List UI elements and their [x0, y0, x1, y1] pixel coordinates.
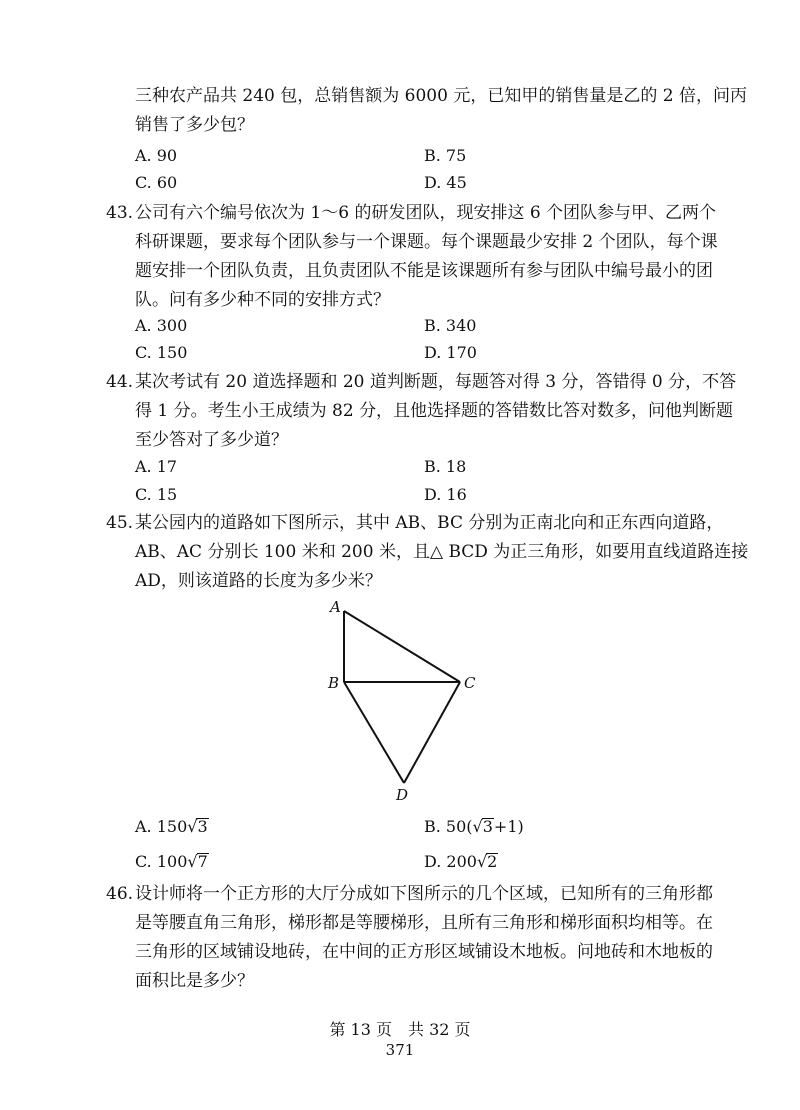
q45-option-a	[135, 817, 209, 837]
q46-line-3: 三角形的区域铺设地砖，在中间的正方形区域铺设木地板。问地砖和木地板的	[135, 942, 713, 962]
q44-line-1: 某次考试有 20 道选择题和 20 道判断题，每题答对得 3 分，答错得 0 分，不答	[135, 372, 737, 392]
q43-option-a: A. 300	[135, 316, 188, 335]
q43-number: 43.	[106, 203, 134, 223]
q45-option-d-prefix: D. 200	[424, 852, 477, 871]
q45-option-d-radicand: 2	[487, 852, 498, 871]
q46-number: 46.	[106, 884, 134, 904]
q43-line-1: 公司有六个编号依次为 1～6 的研发团队，现安排这 6 个团队参与甲、乙两个	[135, 203, 717, 223]
label-c: C	[464, 674, 476, 692]
q45-option-b-prefix: B. 50(	[424, 817, 473, 836]
q45-line-2: AB、AC 分别长 100 米和 200 米，且△ BCD 为正三角形，如要用直线道路连接	[135, 542, 749, 562]
label-b: B	[328, 674, 340, 692]
q43-line-4: 队。问有多少种不同的安排方式？	[135, 290, 390, 310]
q46-line-4: 面积比是多少？	[135, 971, 254, 991]
q43-line-2: 科研课题，要求每个团队参与一个课题。每个课题最少安排 2 个团队，每个课	[135, 232, 718, 252]
road-diagram	[320, 595, 490, 805]
segment-bd	[344, 682, 404, 783]
q45-option-a-prefix: A. 150	[135, 817, 188, 836]
q45-option-c-radicand: 7	[197, 852, 208, 871]
sqrt-sign: √	[476, 852, 488, 871]
q44-line-3: 至少答对了多少道？	[135, 430, 288, 450]
q45-number: 45.	[106, 513, 134, 533]
q44-option-b: B. 18	[424, 457, 467, 476]
q42-option-c: C. 60	[135, 173, 178, 192]
sqrt-sign: √	[187, 817, 198, 836]
q42-line-1: 三种农产品共 240 包，总销售额为 6000 元，已知甲的销售量是乙的 2 倍，问丙	[135, 86, 747, 106]
q42-option-a: A. 90	[135, 146, 178, 165]
q42-line-2: 销售了多少包？	[135, 115, 254, 135]
q46-line-2: 是等腰直角三角形，梯形都是等腰梯形，且所有三角形和梯形面积均相等。在	[135, 913, 713, 933]
q45-option-d	[424, 852, 498, 872]
q42-option-b: B. 75	[424, 146, 467, 165]
page-number: 371	[385, 1041, 415, 1059]
q45-option-c-prefix: C. 100	[135, 852, 188, 871]
sqrt-sign: √	[187, 852, 198, 871]
q44-line-2: 得 1 分。考生小王成绩为 82 分，且他选择题的答错数比答对数多，问他判断题	[135, 401, 734, 421]
q44-option-c: C. 15	[135, 485, 178, 504]
segment-cd	[404, 682, 460, 783]
q46-line-1: 设计师将一个正方形的大厅分成如下图所示的几个区域，已知所有的三角形都	[135, 884, 713, 904]
q45-option-b	[424, 817, 524, 837]
q43-option-b: B. 340	[424, 316, 477, 335]
q44-option-a: A. 17	[135, 457, 178, 476]
sqrt-sign: √	[472, 817, 483, 836]
q45-option-c	[135, 852, 209, 872]
q45-option-a-radicand: 3	[197, 817, 208, 836]
q45-option-b-suffix: +1)	[493, 817, 524, 836]
q43-option-d: D. 170	[424, 343, 477, 362]
q45-option-b-radicand: 3	[482, 817, 493, 836]
q43-option-c: C. 150	[135, 343, 188, 362]
q42-option-d: D. 45	[424, 173, 467, 192]
page-label: 第 13 页 共 32 页	[329, 1020, 471, 1039]
segment-ac	[344, 611, 460, 682]
q44-number: 44.	[106, 372, 134, 392]
label-a: A	[330, 598, 341, 616]
q44-option-d: D. 16	[424, 485, 467, 504]
q43-line-3: 题安排一个团队负责，且负责团队不能是该课题所有参与团队中编号最小的团	[135, 261, 713, 281]
label-d: D	[396, 786, 409, 804]
q45-line-1: 某公园内的道路如下图所示，其中 AB、BC 分别为正南北向和正东西向道路，	[135, 513, 724, 533]
q45-line-3: AD，则该道路的长度为多少米？	[135, 571, 382, 591]
